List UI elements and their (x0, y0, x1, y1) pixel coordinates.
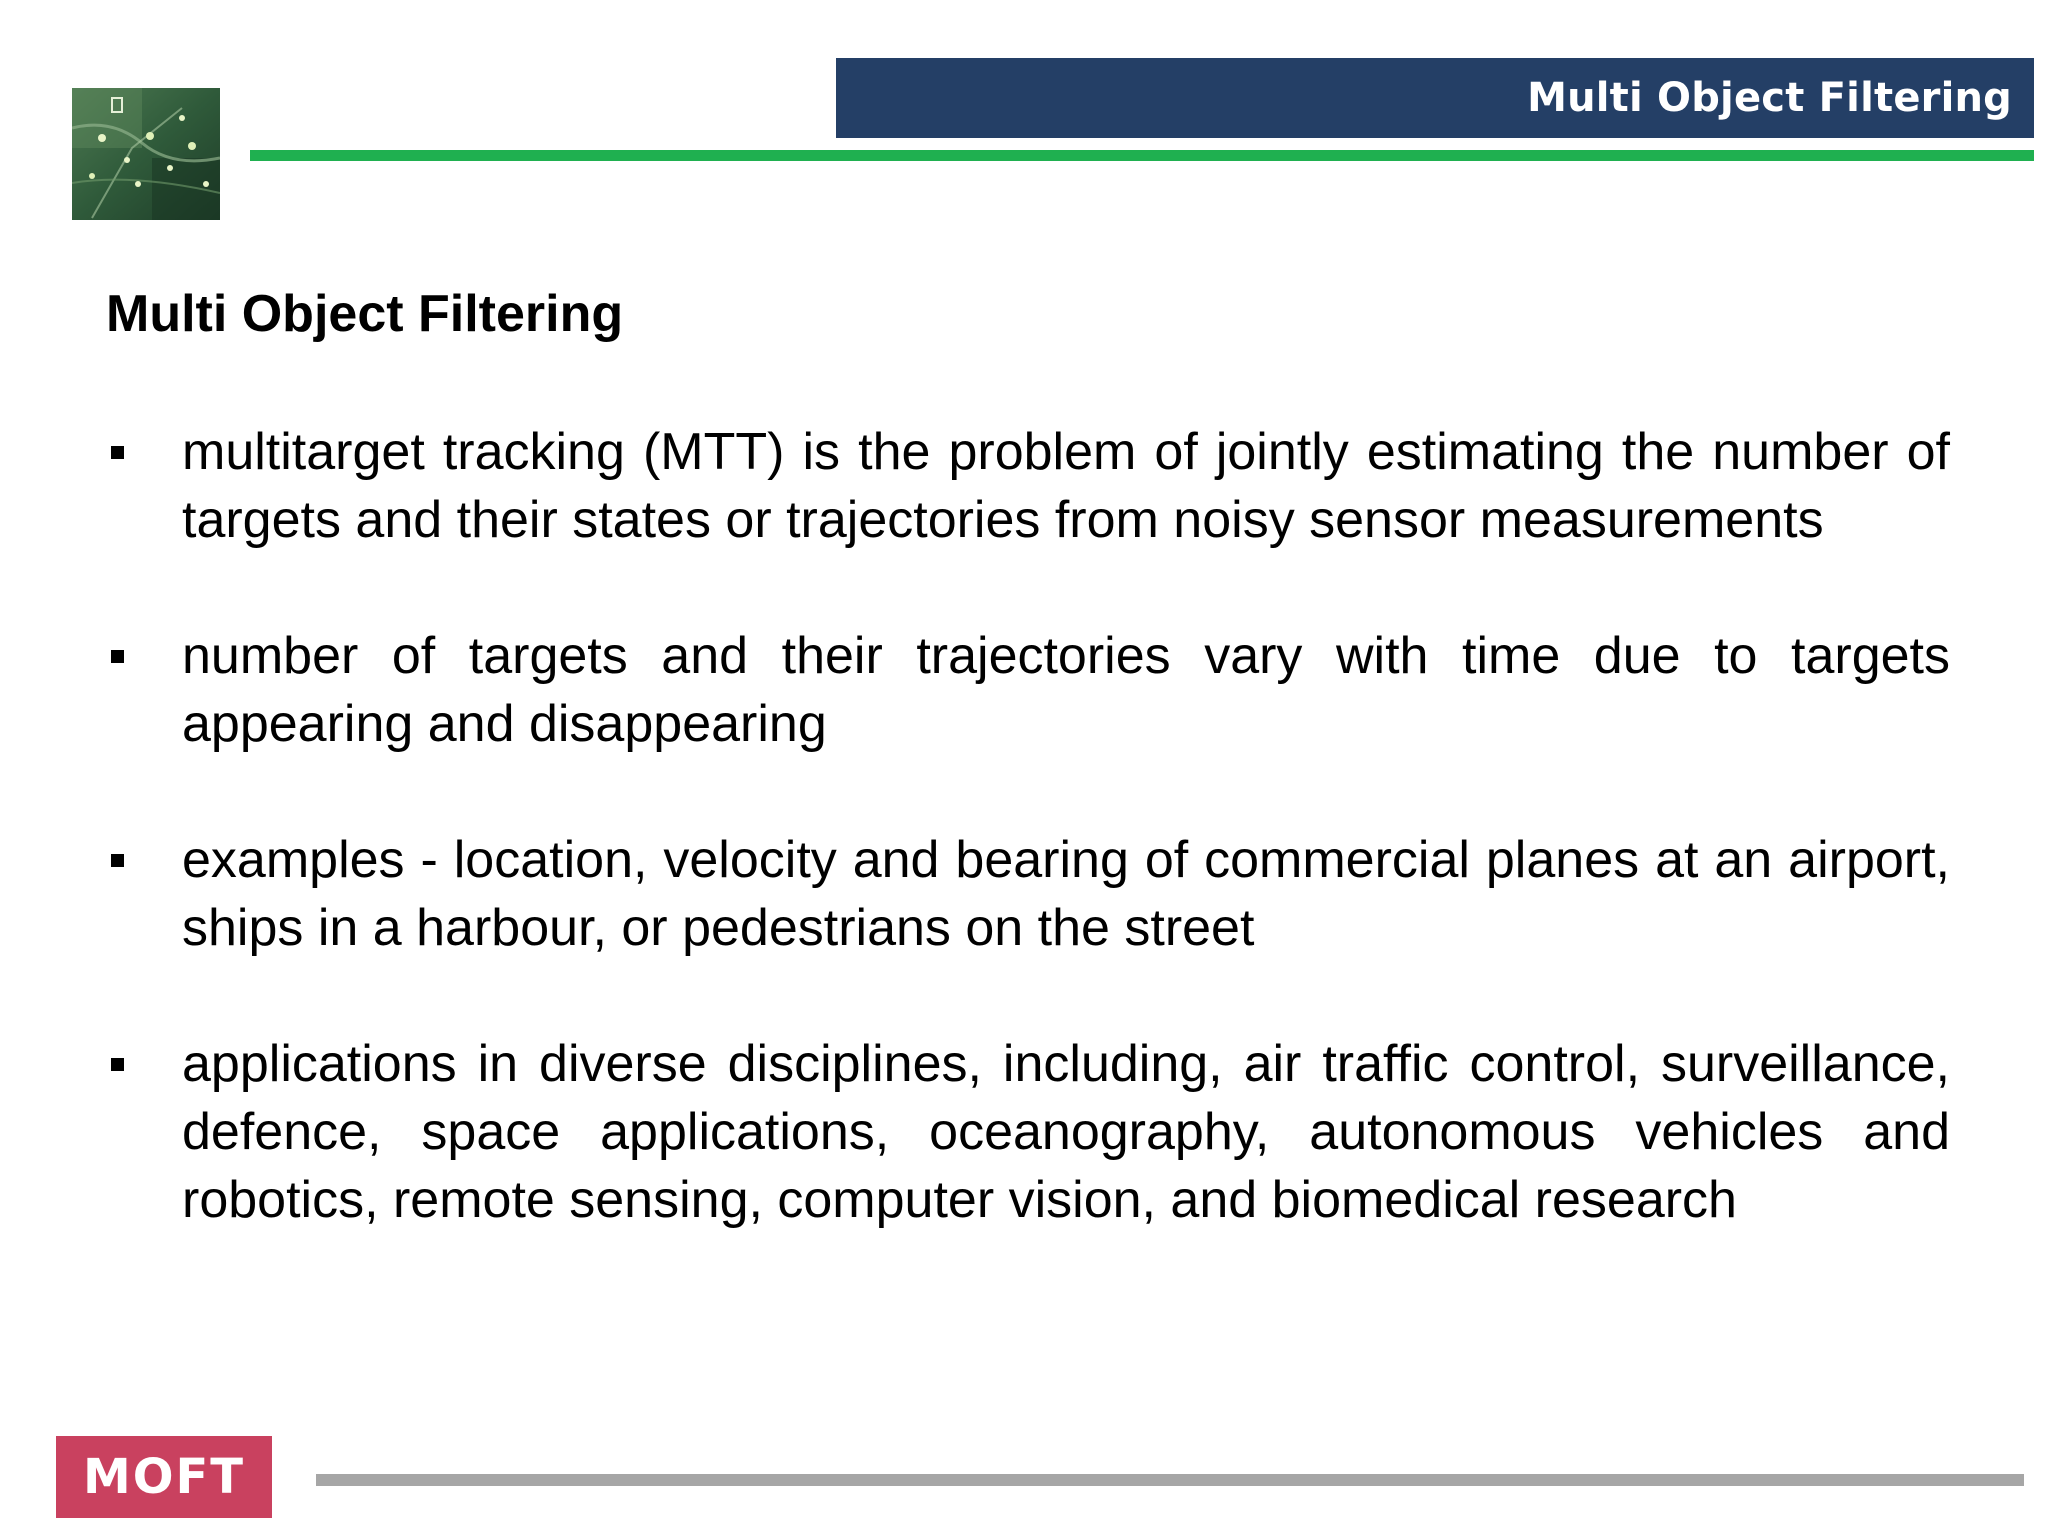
bullet-text: examples - location, velocity and bearing of commercial planes at an airport, ships in a harbour, or pedestrians on the street (182, 831, 1950, 957)
bullet-text: multitarget tracking (MTT) is the problem of jointly estimating the number of targets and their states or trajectories from noisy sensor measurements (182, 423, 1950, 549)
header-title: Multi Object Filtering (1527, 75, 2012, 121)
footer-divider (316, 1474, 2024, 1486)
square-bullet-icon (111, 854, 124, 867)
bullet-item (106, 1030, 1950, 1234)
bullet-text: applications in diverse disciplines, including, air traffic control, surveillance, defence, space applications, oceanography, autonomous vehicles and robotics, remote sensing, computer vision, and biomedical research (182, 1035, 1950, 1229)
square-bullet-icon (111, 650, 124, 663)
bullet-item (106, 826, 1950, 962)
header-divider (250, 150, 2034, 161)
header-bar (836, 58, 2034, 138)
bullet-item (106, 418, 1950, 554)
moft-logo (56, 1436, 272, 1518)
bullet-item (106, 622, 1950, 758)
bullet-list (106, 418, 1950, 1302)
aerial-thumbnail-image (72, 88, 220, 220)
slide-title: Multi Object Filtering (106, 285, 624, 343)
bullet-text: number of targets and their trajectories vary with time due to targets appearing and disappearing (182, 627, 1950, 753)
logo-text: MOFT (82, 1449, 246, 1505)
square-bullet-icon (111, 1058, 124, 1071)
square-bullet-icon (111, 446, 124, 459)
